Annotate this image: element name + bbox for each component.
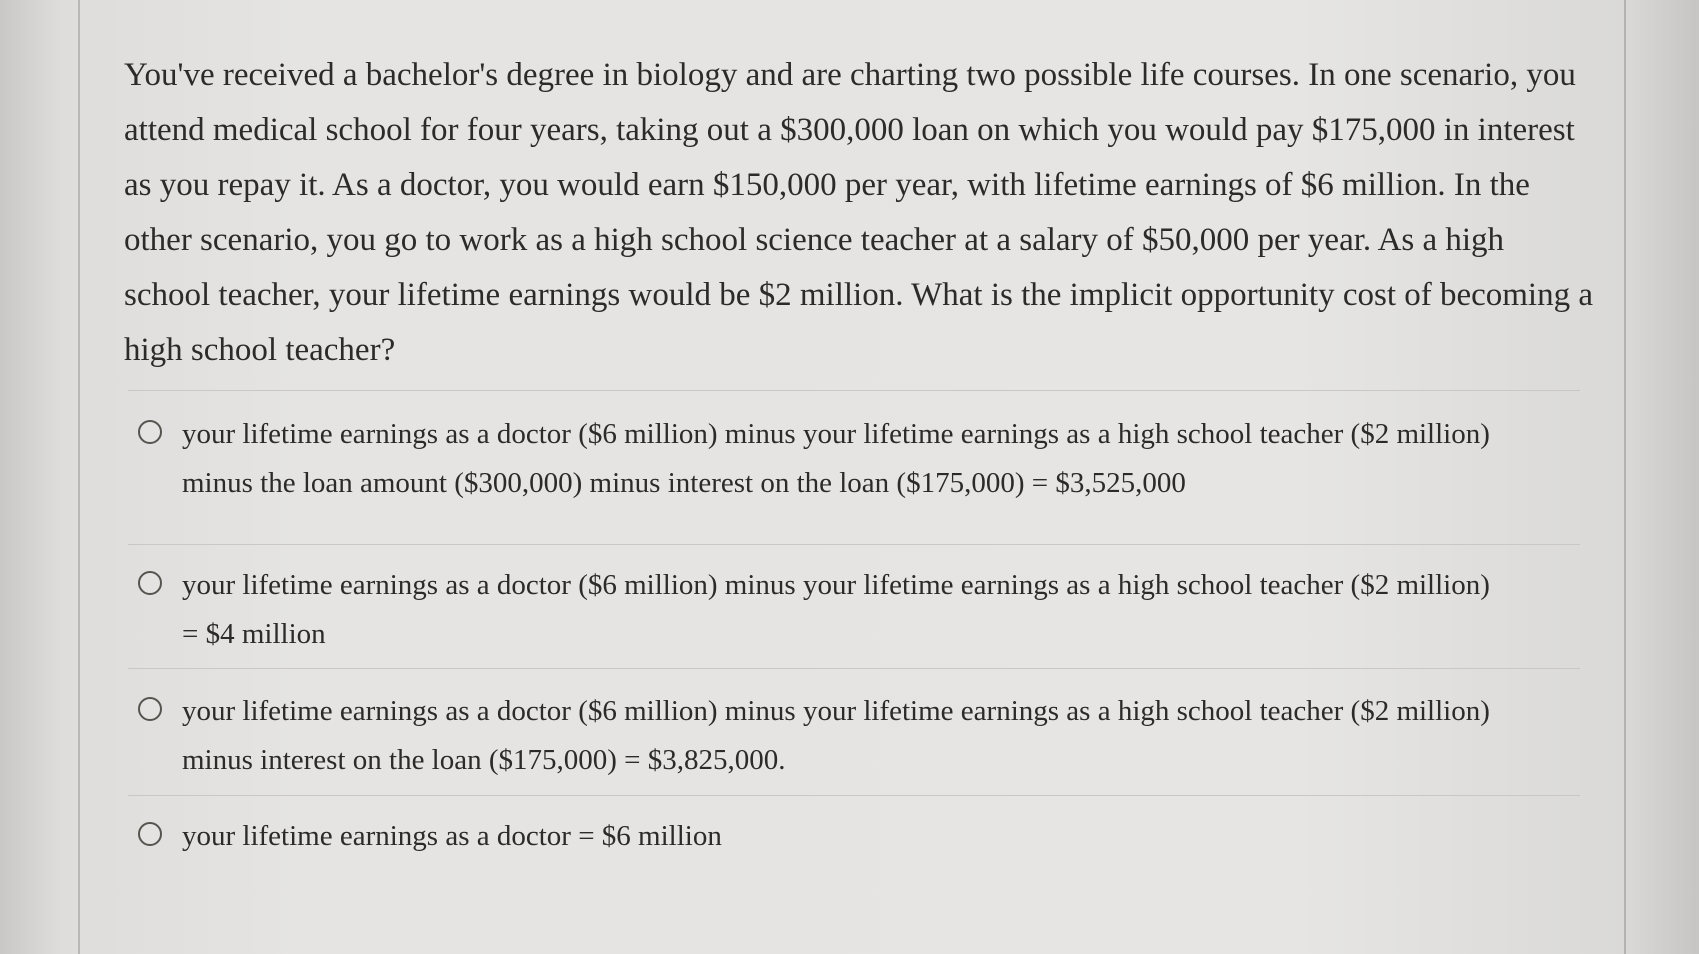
radio-button-icon[interactable] (138, 822, 162, 846)
divider (128, 795, 1580, 796)
radio-button-icon[interactable] (138, 420, 162, 444)
answer-option-3[interactable] (138, 687, 1558, 785)
answer-option-1[interactable] (138, 410, 1558, 508)
answer-option-label: your lifetime earnings as a doctor ($6 million) minus your lifetime earnings as a high school teacher ($2 million) minus interest on the loan ($175,000) = $3,825,000. (182, 695, 1490, 776)
question-panel (78, 0, 1626, 954)
radio-button-icon[interactable] (138, 697, 162, 721)
radio-button-icon[interactable] (138, 571, 162, 595)
answer-option-label: your lifetime earnings as a doctor ($6 million) minus your lifetime earnings as a high school teacher ($2 million) = $4 million (182, 569, 1490, 650)
divider (128, 390, 1580, 391)
answer-option-2[interactable] (138, 561, 1558, 659)
divider (128, 668, 1580, 669)
answer-option-label: your lifetime earnings as a doctor ($6 million) minus your lifetime earnings as a high school teacher ($2 million) minus the loan amount ($300,000) minus interest on the loan ($175,000) = $3,525,000 (182, 418, 1490, 499)
question-text: You've received a bachelor's degree in biology and are charting two possible life courses. In one scenario, you attend medical school for four years, taking out a $300,000 loan on which you would pay $175,000 in interest as you repay it. As a doctor, you would earn $150,000 per year, with lifetime earnings of $6 million. In the other scenario, you go to work as a high school science teacher at a salary of $50,000 per year. As a high school teacher, your lifetime earnings would be $2 million. What is the implicit opportunity cost of becoming a high school teacher? (124, 57, 1593, 368)
answer-option-label: your lifetime earnings as a doctor = $6 million (182, 820, 722, 852)
divider (128, 544, 1580, 545)
answer-option-4[interactable] (138, 812, 1558, 861)
